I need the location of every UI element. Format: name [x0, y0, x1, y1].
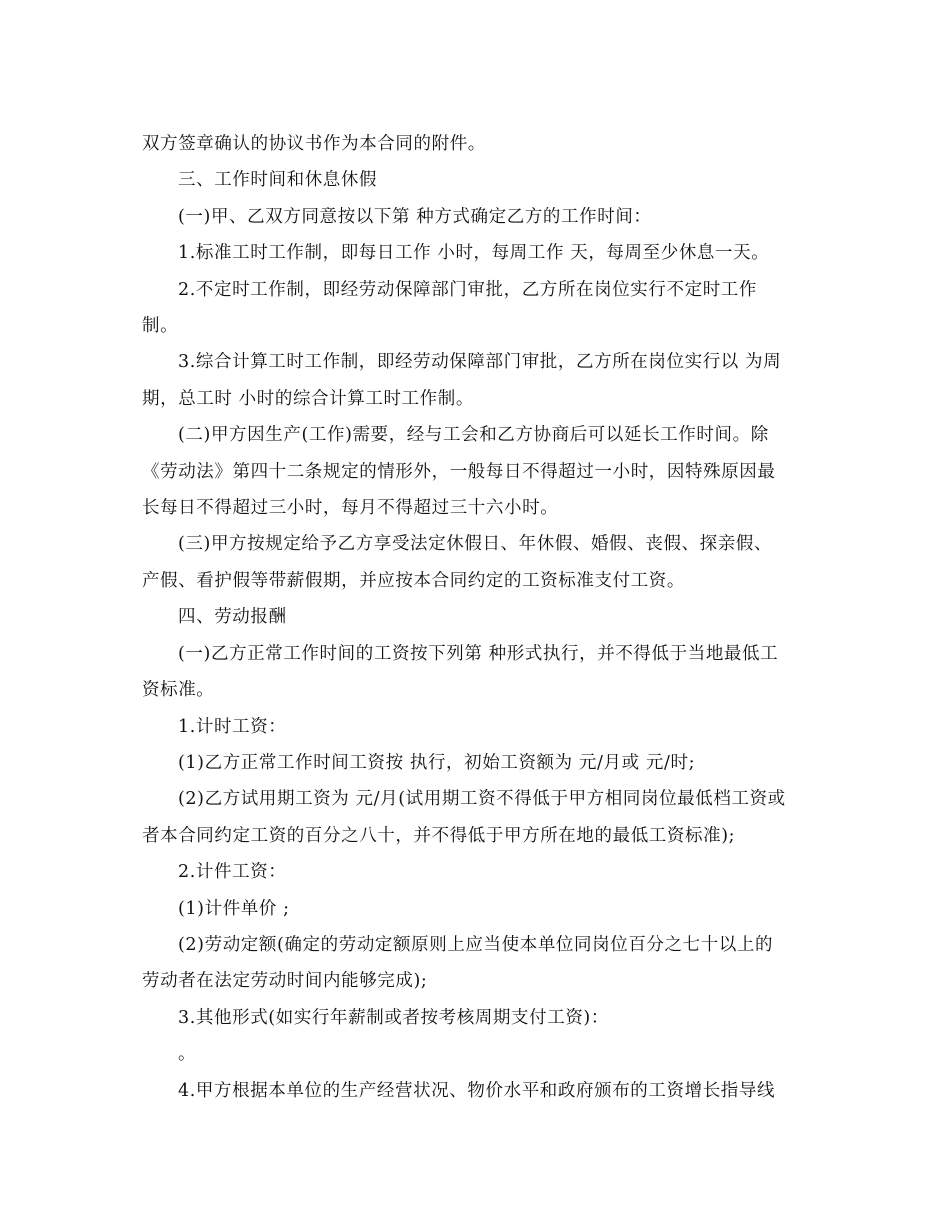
paragraph-9-line-1: 资标准。	[142, 680, 215, 701]
paragraph-7-line-0: (三)甲方按规定给予乙方享受法定休假日、年休假、婚假、丧假、探亲假、	[178, 534, 773, 555]
paragraph-12-line-1: 者本合同约定工资的百分之八十，并不得低于甲方所在地的最低工资标准);	[142, 825, 736, 846]
paragraph-14	[142, 891, 810, 927]
paragraph-14-line-0: (1)计件单价 ;	[178, 898, 290, 919]
paragraph-3	[142, 235, 810, 271]
paragraph-10	[142, 709, 810, 745]
paragraph-5	[142, 344, 810, 417]
paragraph-6-line-2: 长每日不得超过三小时，每月不得超过三十六小时。	[142, 498, 559, 519]
paragraph-6-line-1: 《劳动法》第四十二条规定的情形外，一般每日不得超过一小时，因特殊原因最	[142, 461, 776, 482]
paragraph-7	[142, 526, 810, 599]
paragraph-12	[142, 781, 810, 854]
paragraph-9	[142, 636, 810, 709]
paragraph-15-line-1: 劳动者在法定劳动时间内能够完成);	[142, 971, 428, 992]
paragraph-6	[142, 417, 810, 526]
paragraph-16	[142, 1000, 810, 1036]
paragraph-18-line-0: 4.甲方根据本单位的生产经营状况、物价水平和政府颁布的工资增长指导线	[178, 1080, 776, 1101]
paragraph-0-line-0: 双方签章确认的协议书作为本合同的附件。	[142, 134, 486, 154]
paragraph-1	[142, 162, 810, 198]
paragraph-15-line-0: (2)劳动定额(确定的劳动定额原则上应当使本单位同岗位百分之七十以上的	[178, 934, 774, 955]
paragraph-16-line-0: 3.其他形式(如实行年薪制或者按考核周期支付工资)：	[178, 1007, 609, 1028]
paragraph-4-line-1: 制。	[142, 316, 179, 337]
paragraph-1-line-0: 三、工作时间和休息休假	[178, 170, 378, 191]
paragraph-2	[142, 199, 810, 235]
paragraph-8	[142, 599, 810, 635]
paragraph-11-line-0: (1)乙方正常工作时间工资按 执行，初始工资额为 元/月或 元/时;	[178, 752, 696, 773]
paragraph-7-line-1: 产假、看护假等带薪假期，并应按本合同约定的工资标准支付工资。	[142, 570, 685, 591]
paragraph-17-line-0: 。	[178, 1044, 197, 1065]
paragraph-3-line-0: 1.标准工时工作制，即每日工作 小时，每周工作 天，每周至少休息一天。	[178, 243, 770, 264]
paragraph-15	[142, 927, 810, 1000]
paragraph-13	[142, 854, 810, 890]
paragraph-5-line-1: 期，总工时 小时的综合计算工时工作制。	[142, 388, 474, 409]
paragraph-5-line-0: 3.综合计算工时工作制，即经劳动保障部门审批，乙方所在岗位实行以 为周	[178, 352, 782, 373]
paragraph-17	[142, 1036, 810, 1072]
paragraph-12-line-0: (2)乙方试用期工资为 元/月(试用期工资不得低于甲方相同岗位最低档工资或	[178, 789, 786, 810]
paragraph-0	[142, 126, 810, 162]
paragraph-9-line-0: (一)乙方正常工作时间的工资按下列第 种形式执行，并不得低于当地最低工	[178, 643, 779, 664]
paragraph-4	[142, 272, 810, 345]
paragraph-8-line-0: 四、劳动报酬	[178, 607, 287, 628]
document-body	[142, 126, 810, 1109]
paragraph-2-line-0: (一)甲、乙双方同意按以下第 种方式确定乙方的工作时间：	[178, 206, 652, 227]
paragraph-11	[142, 745, 810, 781]
paragraph-6-line-0: (二)甲方因生产(工作)需要，经与工会和乙方协商后可以延长工作时间。除	[178, 425, 769, 446]
paragraph-4-line-0: 2.不定时工作制，即经劳动保障部门审批，乙方所在岗位实行不定时工作	[178, 279, 757, 300]
paragraph-13-line-0: 2.计件工资：	[178, 862, 287, 883]
paragraph-18	[142, 1073, 810, 1109]
paragraph-10-line-0: 1.计时工资：	[178, 716, 287, 737]
